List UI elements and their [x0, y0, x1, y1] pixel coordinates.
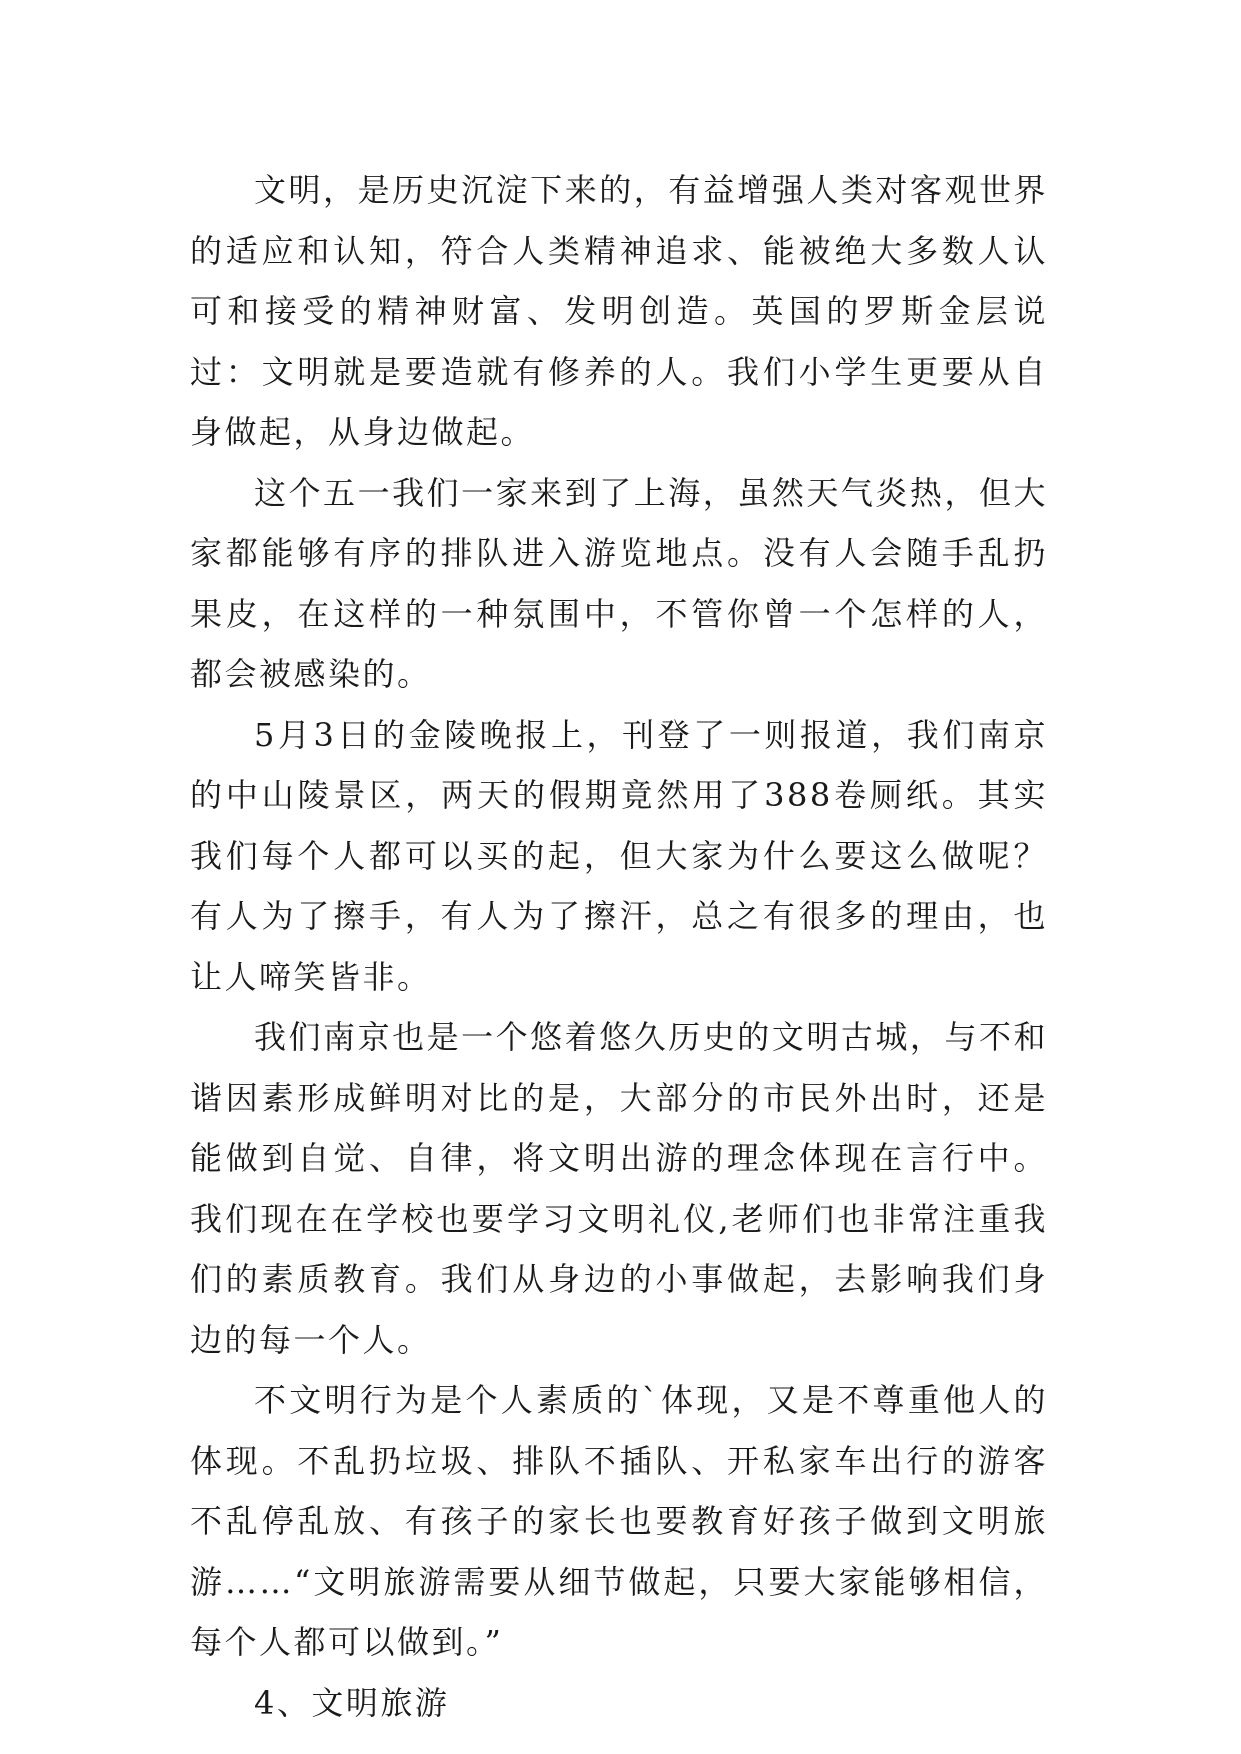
section-heading: 4、文明旅游 — [254, 1683, 450, 1722]
paragraph-4: 我们南京也是一个悠着悠久历史的文明古城，与不和谐因素形成鲜明对比的是，大部分的市民外出时，还是能做到自觉、自律，将文明出游的理念体现在言行中。我们现在在学校也要学习文明礼仪,老师们也非常注重我们的素质教育。我们从身边的小事做起，去影响我们身边的每一个人。 — [190, 1018, 1048, 1359]
paragraph-3: 5月3日的金陵晚报上，刊登了一则报道，我们南京的中山陵景区，两天的假期竟然用了388卷厕纸。其实我们每个人都可以买的起，但大家为什么要这么做呢？有人为了擦手，有人为了擦汗，总之有很多的理由，也让人啼笑皆非。 — [190, 715, 1048, 996]
paragraph-1: 文明，是历史沉淀下来的，有益增强人类对客观世界的适应和认知，符合人类精神追求、能被绝大多数人认可和接受的精神财富、发明创造。英国的罗斯金层说过：文明就是要造就有修养的人。我们小学生更要从自身做起，从身边做起。 — [190, 171, 1048, 451]
paragraph-5: 不文明行为是个人素质的`体现，又是不尊重他人的体现。不乱扔垃圾、排队不插队、开私家车出行的游客不乱停乱放、有孩子的家长也要教育好孩子做到文明旅游……“文明旅游需要从细节做起，只要大家能够相信，每个人都可以做到。” — [190, 1381, 1048, 1661]
paragraph-2: 这个五一我们一家来到了上海，虽然天气炎热，但大家都能够有序的排队进入游览地点。没有人会随手乱扔果皮，在这样的一种氛围中，不管你曾一个怎样的人，都会被感染的。 — [190, 473, 1048, 693]
document-body — [190, 160, 1048, 1733]
